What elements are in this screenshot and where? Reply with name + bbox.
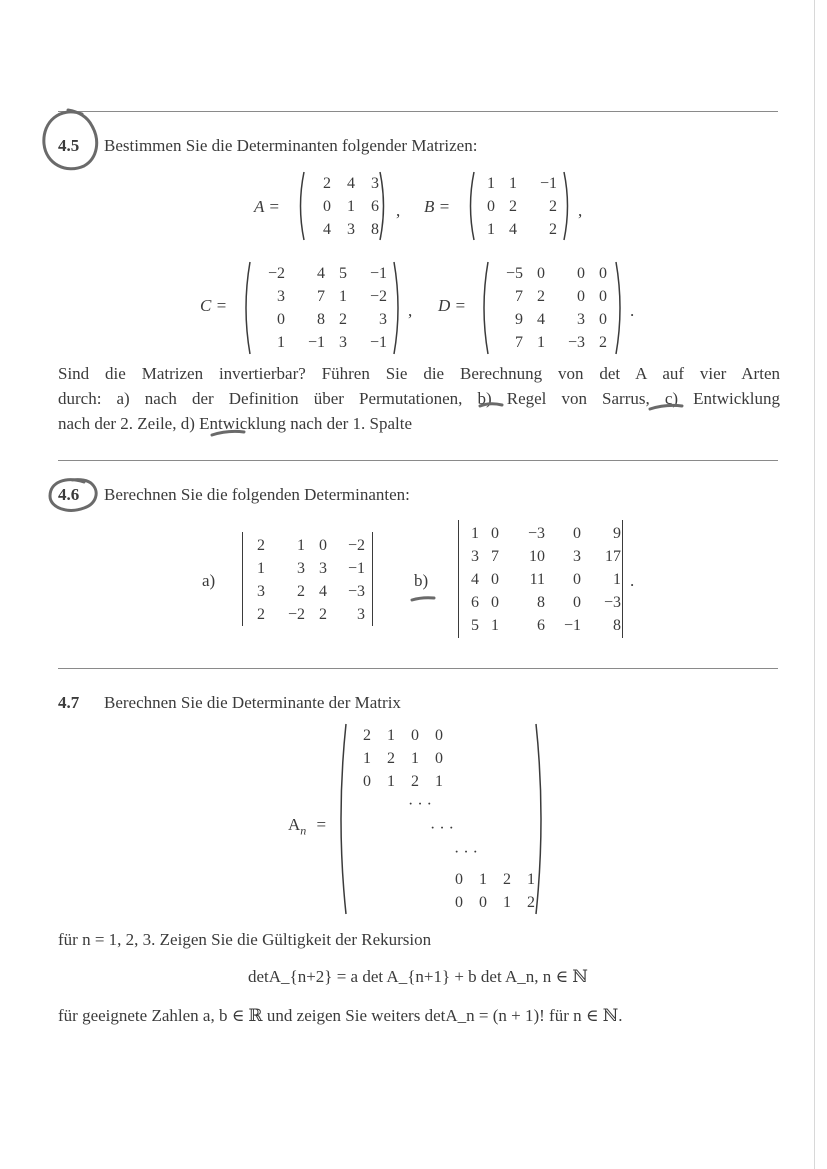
matrix-cell: 1 — [257, 560, 265, 577]
ellipsis-dots: · · · — [430, 820, 454, 837]
matrix-cell: −2 — [369, 288, 387, 305]
matrix-cell: 3 — [319, 560, 327, 577]
matrix-cell: 2 — [503, 871, 511, 888]
matrix-cell: −1 — [369, 334, 387, 351]
matrix-cell: 1 — [363, 750, 371, 767]
comma-C: , — [408, 301, 413, 320]
label-D: D = — [438, 296, 466, 315]
matrix-cell: −5 — [505, 265, 523, 282]
matrix-cell: 1 — [487, 175, 495, 192]
matrix-cell: 0 — [573, 594, 581, 611]
matrix-cell: 2 — [323, 175, 331, 192]
matrix-cell: 0 — [435, 727, 443, 744]
matrix-cell: 0 — [599, 265, 607, 282]
matrix-C — [252, 262, 390, 354]
paren-left-D — [480, 260, 490, 356]
matrix-cell: −1 — [347, 560, 365, 577]
matrix-cell: 1 — [471, 525, 479, 542]
determinant-a — [248, 534, 368, 626]
matrix-cell: 1 — [387, 727, 395, 744]
matrix-cell: 0 — [435, 750, 443, 767]
matrix-cell: 4 — [537, 311, 545, 328]
matrix-cell: 1 — [613, 571, 621, 588]
matrix-cell: 0 — [577, 265, 585, 282]
separator-top — [58, 111, 778, 112]
recursion-formula: detA_{n+2} = a det A_{n+1} + b det A_n, n ∈ ℕ — [248, 967, 588, 986]
separator-bottom — [58, 668, 778, 669]
matrix-cell: 2 — [411, 773, 419, 790]
separator-middle — [58, 460, 778, 461]
matrix-cell: 0 — [599, 311, 607, 328]
matrix-cell: 0 — [491, 571, 499, 588]
matrix-cell: 0 — [455, 871, 463, 888]
matrix-A — [308, 172, 382, 241]
matrix-cell: 8 — [613, 617, 621, 634]
matrix-An-bottom — [444, 868, 538, 914]
matrix-cell: 17 — [605, 548, 621, 565]
paren-left-C — [242, 260, 252, 356]
matrix-cell: 8 — [537, 594, 545, 611]
label-An-equals: = — [316, 815, 327, 834]
matrix-cell: 1 — [479, 871, 487, 888]
matrix-cell: 4 — [319, 583, 327, 600]
text-line: durch: a) nach der Definition über Permutationen, b) Regel von Sarrus, c) Entwicklung — [58, 389, 780, 408]
label-C: C = — [200, 296, 228, 315]
matrix-cell: 5 — [471, 617, 479, 634]
matrix-cell: 2 — [339, 311, 347, 328]
matrix-cell: 11 — [529, 571, 545, 588]
matrix-cell: −1 — [563, 617, 581, 634]
matrix-cell: 0 — [573, 525, 581, 542]
matrix-cell: 8 — [371, 221, 379, 238]
matrix-cell: −3 — [527, 525, 545, 542]
label-An-subscript: n — [300, 823, 307, 838]
problem-4-5-statement: Bestimmen Sie die Determinanten folgender Matrizen: — [104, 136, 478, 155]
paren-right-B — [562, 170, 572, 242]
matrix-cell: 1 — [537, 334, 545, 351]
matrix-cell: 0 — [411, 727, 419, 744]
matrix-cell: 3 — [347, 221, 355, 238]
matrix-cell: 1 — [387, 773, 395, 790]
ellipsis-dots: · · · — [454, 844, 478, 861]
matrix-cell: 7 — [515, 288, 523, 305]
matrix-cell: 1 — [347, 198, 355, 215]
det-b-bar-right — [622, 520, 623, 638]
matrix-cell: 0 — [277, 311, 285, 328]
det-a-bar-left — [242, 532, 243, 626]
matrix-cell: 2 — [387, 750, 395, 767]
problem-4-7-number: 4.7 — [58, 693, 80, 712]
matrix-cell: 3 — [371, 175, 379, 192]
matrix-cell: 6 — [471, 594, 479, 611]
matrix-cell: −2 — [347, 537, 365, 554]
matrix-cell: 9 — [613, 525, 621, 542]
matrix-cell: 1 — [339, 288, 347, 305]
hand-underline-icon — [210, 428, 246, 438]
matrix-cell: 1 — [277, 334, 285, 351]
matrix-cell: 2 — [537, 288, 545, 305]
matrix-cell: 2 — [527, 894, 535, 911]
hand-underline-icon — [410, 594, 436, 604]
matrix-cell: 2 — [509, 198, 517, 215]
matrix-cell: 0 — [537, 265, 545, 282]
matrix-cell: 3 — [297, 560, 305, 577]
matrix-cell: 7 — [317, 288, 325, 305]
matrix-cell: 0 — [577, 288, 585, 305]
matrix-cell: −3 — [603, 594, 621, 611]
matrix-cell: −3 — [567, 334, 585, 351]
matrix-cell: −2 — [267, 265, 285, 282]
hand-underline-icon — [648, 402, 684, 412]
matrix-cell: 0 — [455, 894, 463, 911]
matrix-cell: 0 — [323, 198, 331, 215]
matrix-cell: 9 — [515, 311, 523, 328]
matrix-cell: 2 — [319, 606, 327, 623]
matrix-cell: 1 — [411, 750, 419, 767]
text-line: nach der 2. Zeile, d) Entwicklung nach der 1. Spalte — [58, 414, 413, 433]
matrix-D — [490, 262, 610, 354]
matrix-cell: 6 — [537, 617, 545, 634]
matrix-cell: 2 — [363, 727, 371, 744]
problem-4-6-statement: Berechnen Sie die folgenden Determinanten: — [104, 485, 410, 504]
matrix-cell: 2 — [257, 606, 265, 623]
matrix-cell: 7 — [491, 548, 499, 565]
matrix-cell: 3 — [339, 334, 347, 351]
matrix-cell: −3 — [347, 583, 365, 600]
matrix-cell: 3 — [471, 548, 479, 565]
matrix-cell: 3 — [357, 606, 365, 623]
matrix-cell: 0 — [363, 773, 371, 790]
determinant-b — [464, 522, 624, 637]
label-b: b) — [414, 571, 429, 590]
matrix-cell: −1 — [369, 265, 387, 282]
label-A: A = — [254, 197, 280, 216]
matrix-cell: 2 — [549, 221, 557, 238]
matrix-cell: 6 — [371, 198, 379, 215]
problem-4-7-text-n: für n = 1, 2, 3. Zeigen Sie die Gültigkeit der Rekursion — [58, 930, 432, 949]
matrix-cell: 2 — [549, 198, 557, 215]
matrix-cell: 0 — [487, 198, 495, 215]
matrix-cell: 2 — [257, 537, 265, 554]
page-edge — [814, 0, 815, 1169]
hand-underline-icon — [478, 400, 504, 410]
paren-right-A — [378, 170, 388, 242]
matrix-cell: 8 — [317, 311, 325, 328]
problem-4-6-number: 4.6 — [58, 485, 80, 504]
problem-4-5-number: 4.5 — [58, 136, 80, 155]
matrix-cell: 1 — [297, 537, 305, 554]
paren-right-An — [534, 722, 546, 916]
matrix-cell: 0 — [491, 525, 499, 542]
matrix-cell: 3 — [577, 311, 585, 328]
matrix-cell: 0 — [599, 288, 607, 305]
det-b-bar-left — [458, 520, 459, 638]
matrix-cell: 1 — [509, 175, 517, 192]
matrix-cell: −1 — [539, 175, 557, 192]
matrix-cell: 3 — [379, 311, 387, 328]
matrix-cell: 2 — [297, 583, 305, 600]
problem-4-7-statement: Berechnen Sie die Determinante der Matrix — [104, 693, 401, 712]
matrix-cell: 10 — [529, 548, 545, 565]
matrix-cell: 2 — [599, 334, 607, 351]
paren-left-An — [336, 722, 348, 916]
paren-right-C — [392, 260, 402, 356]
paren-left-B — [466, 170, 476, 242]
matrix-cell: 4 — [323, 221, 331, 238]
problem-4-5-text — [58, 361, 780, 436]
period-b: . — [630, 571, 635, 590]
matrix-cell: 3 — [257, 583, 265, 600]
label-a: a) — [202, 571, 216, 590]
matrix-cell: 0 — [573, 571, 581, 588]
matrix-cell: −2 — [287, 606, 305, 623]
label-An-letter: A — [288, 815, 301, 834]
matrix-cell: 4 — [347, 175, 355, 192]
matrix-cell: 1 — [435, 773, 443, 790]
period-D: . — [630, 301, 635, 320]
matrix-An-top — [352, 724, 446, 793]
matrix-cell: −1 — [307, 334, 325, 351]
matrix-cell: 0 — [319, 537, 327, 554]
matrix-cell: 5 — [339, 265, 347, 282]
comma-B: , — [578, 201, 583, 220]
ellipsis-dots: · · · — [408, 796, 432, 813]
matrix-cell: 1 — [527, 871, 535, 888]
matrix-B — [476, 172, 560, 241]
label-An — [288, 814, 326, 841]
comma-A: , — [396, 201, 401, 220]
problem-4-7-text-final: für geeignete Zahlen a, b ∈ ℝ und zeigen Sie weiters detA_n = (n + 1)! für n ∈ ℕ. — [58, 1006, 623, 1025]
matrix-cell: 4 — [471, 571, 479, 588]
paren-right-D — [614, 260, 624, 356]
matrix-cell: 0 — [479, 894, 487, 911]
matrix-cell: 1 — [487, 221, 495, 238]
det-a-bar-right — [372, 532, 373, 626]
matrix-cell: 0 — [491, 594, 499, 611]
label-B: B = — [424, 197, 451, 216]
paren-left-A — [296, 170, 306, 242]
matrix-cell: 3 — [573, 548, 581, 565]
text-line: Sind die Matrizen invertierbar? Führen Sie die Berechnung von det A auf vier Arten — [58, 364, 780, 383]
matrix-cell: 7 — [515, 334, 523, 351]
matrix-cell: 1 — [491, 617, 499, 634]
matrix-cell: 3 — [277, 288, 285, 305]
matrix-cell: 4 — [509, 221, 517, 238]
matrix-cell: 1 — [503, 894, 511, 911]
matrix-cell: 4 — [317, 265, 325, 282]
